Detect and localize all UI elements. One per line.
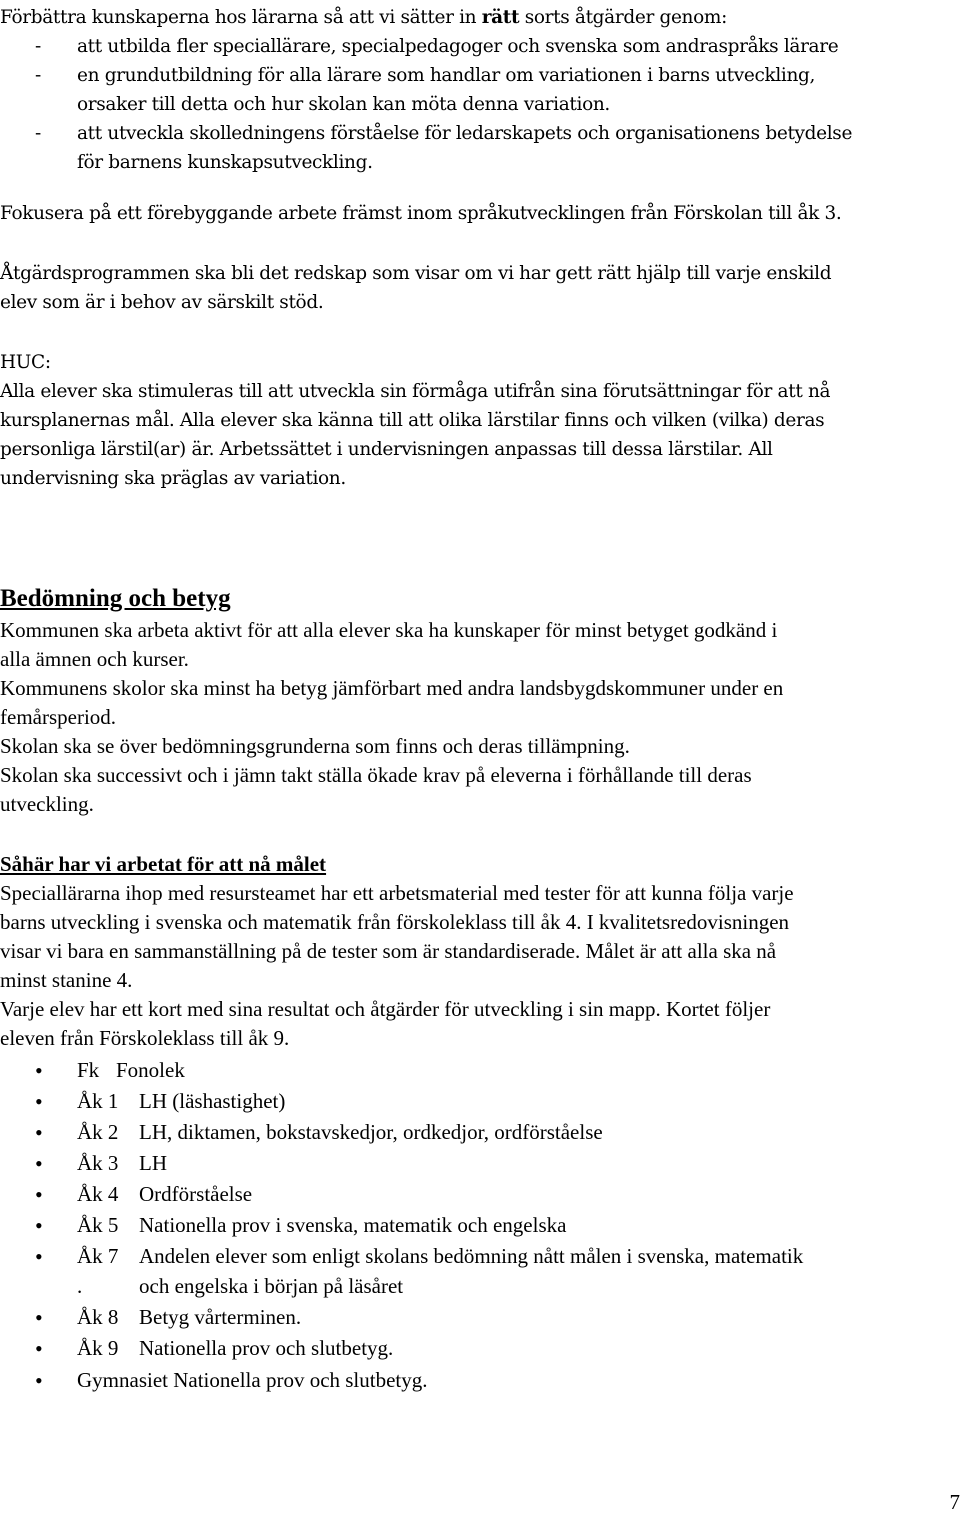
fokus-paragraph: Fokusera på ett förebyggande arbete främst inom språkutvecklingen från Förskolan till åk 3. xyxy=(0,203,842,224)
bullet-icon: • xyxy=(35,1305,43,1330)
list-item-label: Åk 3 xyxy=(77,1151,119,1175)
arbetat-heading: Såhär har vi arbetat för att nå målet xyxy=(0,852,327,876)
huc-line4: undervisning ska präglas av variation. xyxy=(0,468,346,489)
intro-item-2-line1: en grundutbildning för alla lärare som handlar om variationen i barns utveckling, xyxy=(77,65,816,86)
bullet-icon: • xyxy=(35,1120,43,1145)
intro-item-2-line2: orsaker till detta och hur skolan kan möta denna variation. xyxy=(77,94,610,115)
atgard-line1: Åtgärdsprogrammen ska bli det redskap som visar om vi har gett rätt hjälp till varje enskild xyxy=(0,263,832,284)
huc-label: HUC: xyxy=(0,352,51,373)
continuation-mark: . xyxy=(77,1274,83,1298)
dash-marker: - xyxy=(35,65,41,86)
arbetat-line4: minst stanine 4. xyxy=(0,968,133,992)
list-item-text: Nationella prov och slutbetyg. xyxy=(139,1336,394,1360)
bedomning-line2: alla ämnen och kurser. xyxy=(0,647,189,671)
list-item-label: Åk 8 xyxy=(77,1305,119,1329)
intro-item-3-line2: för barnens kunskapsutveckling. xyxy=(77,152,373,173)
dash-marker: - xyxy=(35,123,41,144)
list-item-text: Ordförståelse xyxy=(139,1182,253,1206)
arbetat-line1: Speciallärarna ihop med resursteamet har ett arbetsmaterial med tester för att kunna följa varje xyxy=(0,881,794,905)
list-item-label: Åk 2 xyxy=(77,1120,119,1144)
list-item-label: Åk 9 xyxy=(77,1336,119,1360)
bullet-icon: • xyxy=(35,1244,43,1269)
arbetat-line3: visar vi bara en sammanställning på de tester som är standardiserade. Målet är att alla ska nå xyxy=(0,939,777,963)
intro-item-3-line1: att utveckla skolledningens förståelse för ledarskapets och organisationens betydelse xyxy=(77,123,853,144)
arbetat-line5: Varje elev har ett kort med sina resultat och åtgärder för utveckling i sin mapp. Kortet följer xyxy=(0,997,771,1021)
huc-line2: kursplanernas mål. Alla elever ska känna till att olika lärstilar finns och vilken (vilka) deras xyxy=(0,410,825,431)
bullet-icon: • xyxy=(35,1368,43,1393)
bedomning-line5: Skolan ska se över bedömningsgrunderna som finns och deras tillämpning. xyxy=(0,734,630,758)
bedomning-line3: Kommunens skolor ska minst ha betyg jämförbart med andra landsbygdskommuner under en xyxy=(0,676,784,700)
arbetat-line6: eleven från Förskoleklass till åk 9. xyxy=(0,1026,290,1050)
list-item-text: Fonolek xyxy=(116,1058,185,1082)
list-item-text: Gymnasiet Nationella prov och slutbetyg. xyxy=(77,1368,428,1392)
list-item-text: Andelen elever som enligt skolans bedömning nått målen i svenska, matematik xyxy=(139,1244,804,1268)
intro-item-1-text: att utbilda fler speciallärare, specialpedagoger och svenska som andraspråks lärare xyxy=(77,36,839,57)
list-item-label: Åk 5 xyxy=(77,1213,119,1237)
huc-line1: Alla elever ska stimuleras till att utveckla sin förmåga utifrån sina förutsättningar för att nå xyxy=(0,381,831,402)
list-item-text: LH, diktamen, bokstavskedjor, ordkedjor, ordförståelse xyxy=(139,1120,603,1144)
list-item-text-continuation: och engelska i början på läsåret xyxy=(139,1274,404,1298)
intro-lead-a: Förbättra kunskaperna hos lärarna så att vi sätter in xyxy=(0,7,482,28)
huc-line3: personliga lärstil(ar) är. Arbetssättet i undervisningen anpassas till dessa lärstilar. All xyxy=(0,439,773,460)
bedomning-line6: Skolan ska successivt och i jämn takt ställa ökade krav på eleverna i förhållande till deras xyxy=(0,763,752,787)
page-number: 7 xyxy=(949,1490,960,1514)
bedomning-line1: Kommunen ska arbeta aktivt för att alla elever ska ha kunskaper för minst betyget godkänd i xyxy=(0,618,778,642)
bullet-icon: • xyxy=(35,1213,43,1238)
list-item-label: Åk 7 xyxy=(77,1244,119,1268)
bedomning-line7: utveckling. xyxy=(0,792,94,816)
intro-lead xyxy=(0,3,727,32)
bullet-icon: • xyxy=(35,1182,43,1207)
dash-marker: - xyxy=(35,36,41,57)
intro-lead-b: sorts åtgärder genom: xyxy=(519,7,727,28)
bedomning-heading: Bedömning och betyg xyxy=(0,585,231,612)
list-item-text: Nationella prov i svenska, matematik och engelska xyxy=(139,1213,567,1237)
bullet-icon: • xyxy=(35,1336,43,1361)
list-item-text: LH (läshastighet) xyxy=(139,1089,286,1113)
bullet-icon: • xyxy=(35,1151,43,1176)
list-item-text: LH xyxy=(139,1151,167,1175)
list-item-label: Åk 1 xyxy=(77,1089,119,1113)
list-item-label: Åk 4 xyxy=(77,1182,119,1206)
bullet-icon: • xyxy=(35,1089,43,1114)
atgard-line2: elev som är i behov av särskilt stöd. xyxy=(0,292,324,313)
list-item-label: Fk xyxy=(77,1058,100,1082)
arbetat-line2: barns utveckling i svenska och matematik från förskoleklass till åk 4. I kvalitetsredovisningen xyxy=(0,910,790,934)
list-item-text: Betyg vårterminen. xyxy=(139,1305,302,1329)
bedomning-line4: femårsperiod. xyxy=(0,705,117,729)
intro-lead-bold: rätt xyxy=(481,7,520,28)
bullet-icon: • xyxy=(35,1058,43,1083)
